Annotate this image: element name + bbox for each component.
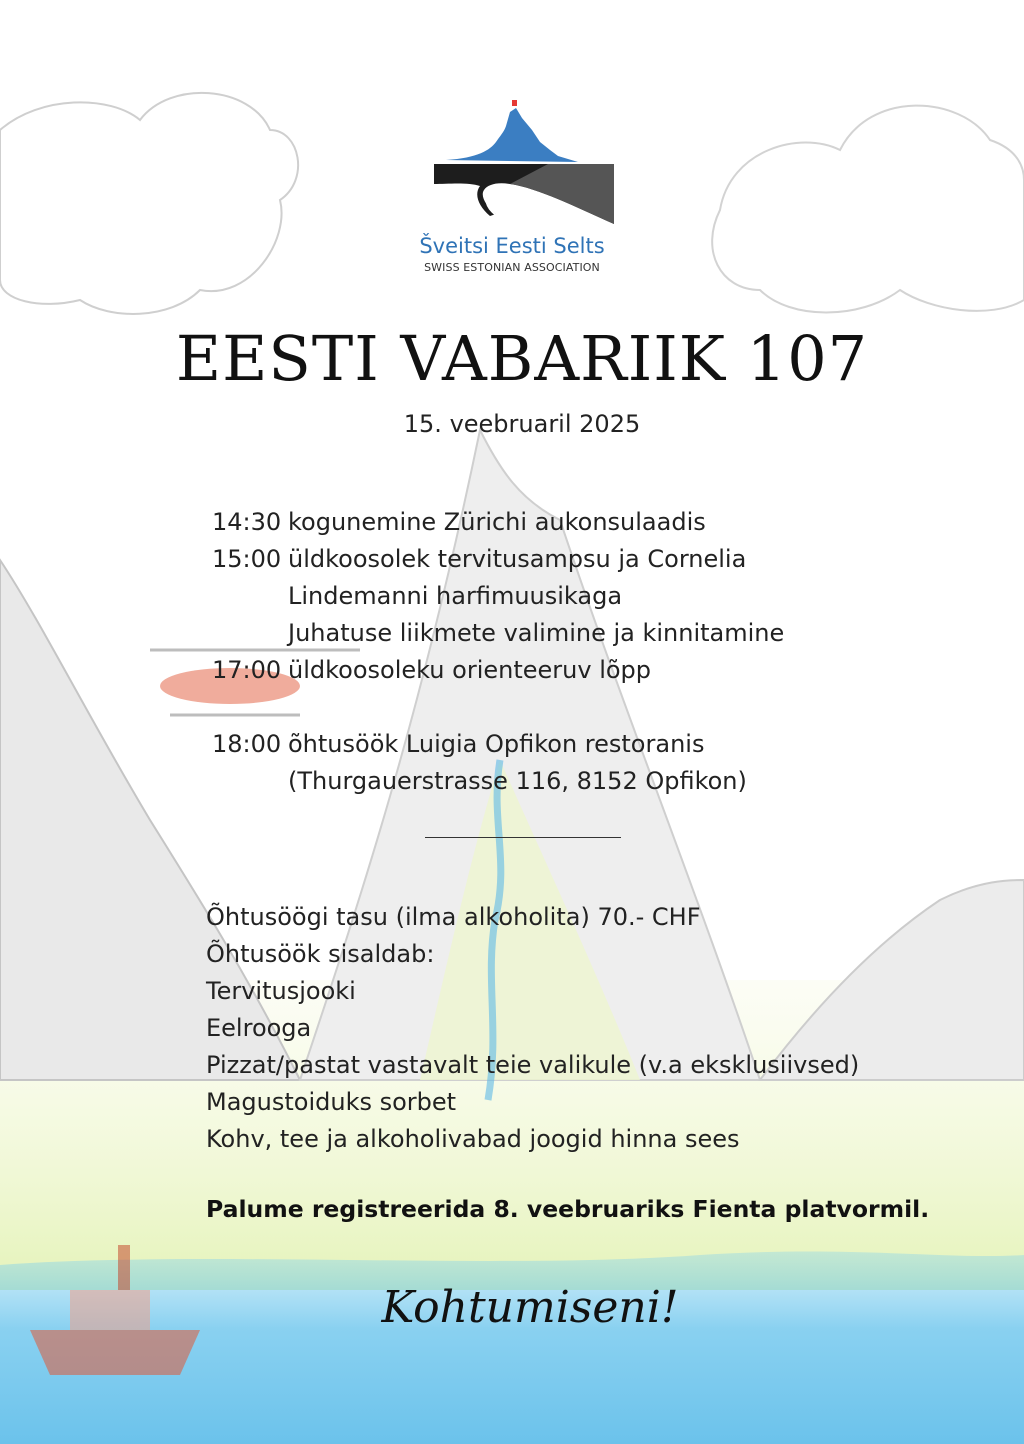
dinner-item: Magustoiduks sorbet	[206, 1088, 457, 1116]
closing-greeting: Kohtumiseni!	[381, 1282, 679, 1333]
dinner-item: Kohv, tee ja alkoholivabad joogid hinna sees	[206, 1125, 740, 1153]
schedule-time: 14:30	[212, 508, 282, 536]
schedule-text: kogunemine Zürichi aukonsulaadis	[288, 508, 706, 536]
dinner-item: Eelrooga	[206, 1014, 312, 1042]
schedule-row	[212, 615, 832, 652]
schedule-row	[212, 652, 832, 689]
schedule-text: õhtusöök Luigia Opfikon restoranis	[288, 730, 705, 758]
schedule-time: 18:00	[212, 730, 282, 758]
registration-note: Palume registreerida 8. veebruariks Fienta platvormil.	[206, 1195, 930, 1223]
schedule-row	[212, 578, 832, 615]
schedule-time: 15:00	[212, 545, 282, 573]
schedule-time	[212, 763, 288, 800]
event-date: 15. veebruaril 2025	[403, 410, 641, 438]
schedule	[212, 504, 832, 800]
schedule-text: Lindemanni harfimuusikaga	[288, 582, 623, 610]
schedule-text: üldkoosoleku orienteeruv lõpp	[288, 656, 652, 684]
schedule-text: (Thurgauerstrasse 116, 8152 Opfikon)	[288, 767, 747, 795]
dinner-item: Tervitusjooki	[206, 977, 356, 1005]
schedule-text: üldkoosolek tervitusampsu ja Cornelia	[288, 545, 747, 573]
dinner-includes-label: Õhtusöök sisaldab:	[206, 940, 435, 968]
mountain-road-logo-icon	[428, 98, 624, 238]
dinner-info	[206, 899, 886, 1158]
section-divider	[425, 837, 621, 838]
schedule-row	[212, 541, 832, 578]
organization-name: Šveitsi Eesti Selts	[419, 234, 605, 258]
event-title: EESTI VABARIIK 107	[175, 322, 869, 395]
schedule-row	[212, 763, 832, 800]
schedule-text: Juhatuse liikmete valimine ja kinnitamine	[288, 619, 785, 647]
schedule-row	[212, 504, 832, 541]
schedule-row	[212, 726, 832, 763]
dinner-fee: Õhtusöögi tasu (ilma alkoholita) 70.- CHF	[206, 903, 701, 931]
schedule-time	[212, 578, 288, 615]
schedule-time	[212, 615, 288, 652]
dinner-item: Pizzat/pastat vastavalt teie valikule (v.a eksklusiivsed)	[206, 1051, 860, 1079]
schedule-time: 17:00	[212, 656, 282, 684]
schedule-spacer	[212, 689, 832, 726]
organization-subtitle: SWISS ESTONIAN ASSOCIATION	[424, 261, 600, 274]
